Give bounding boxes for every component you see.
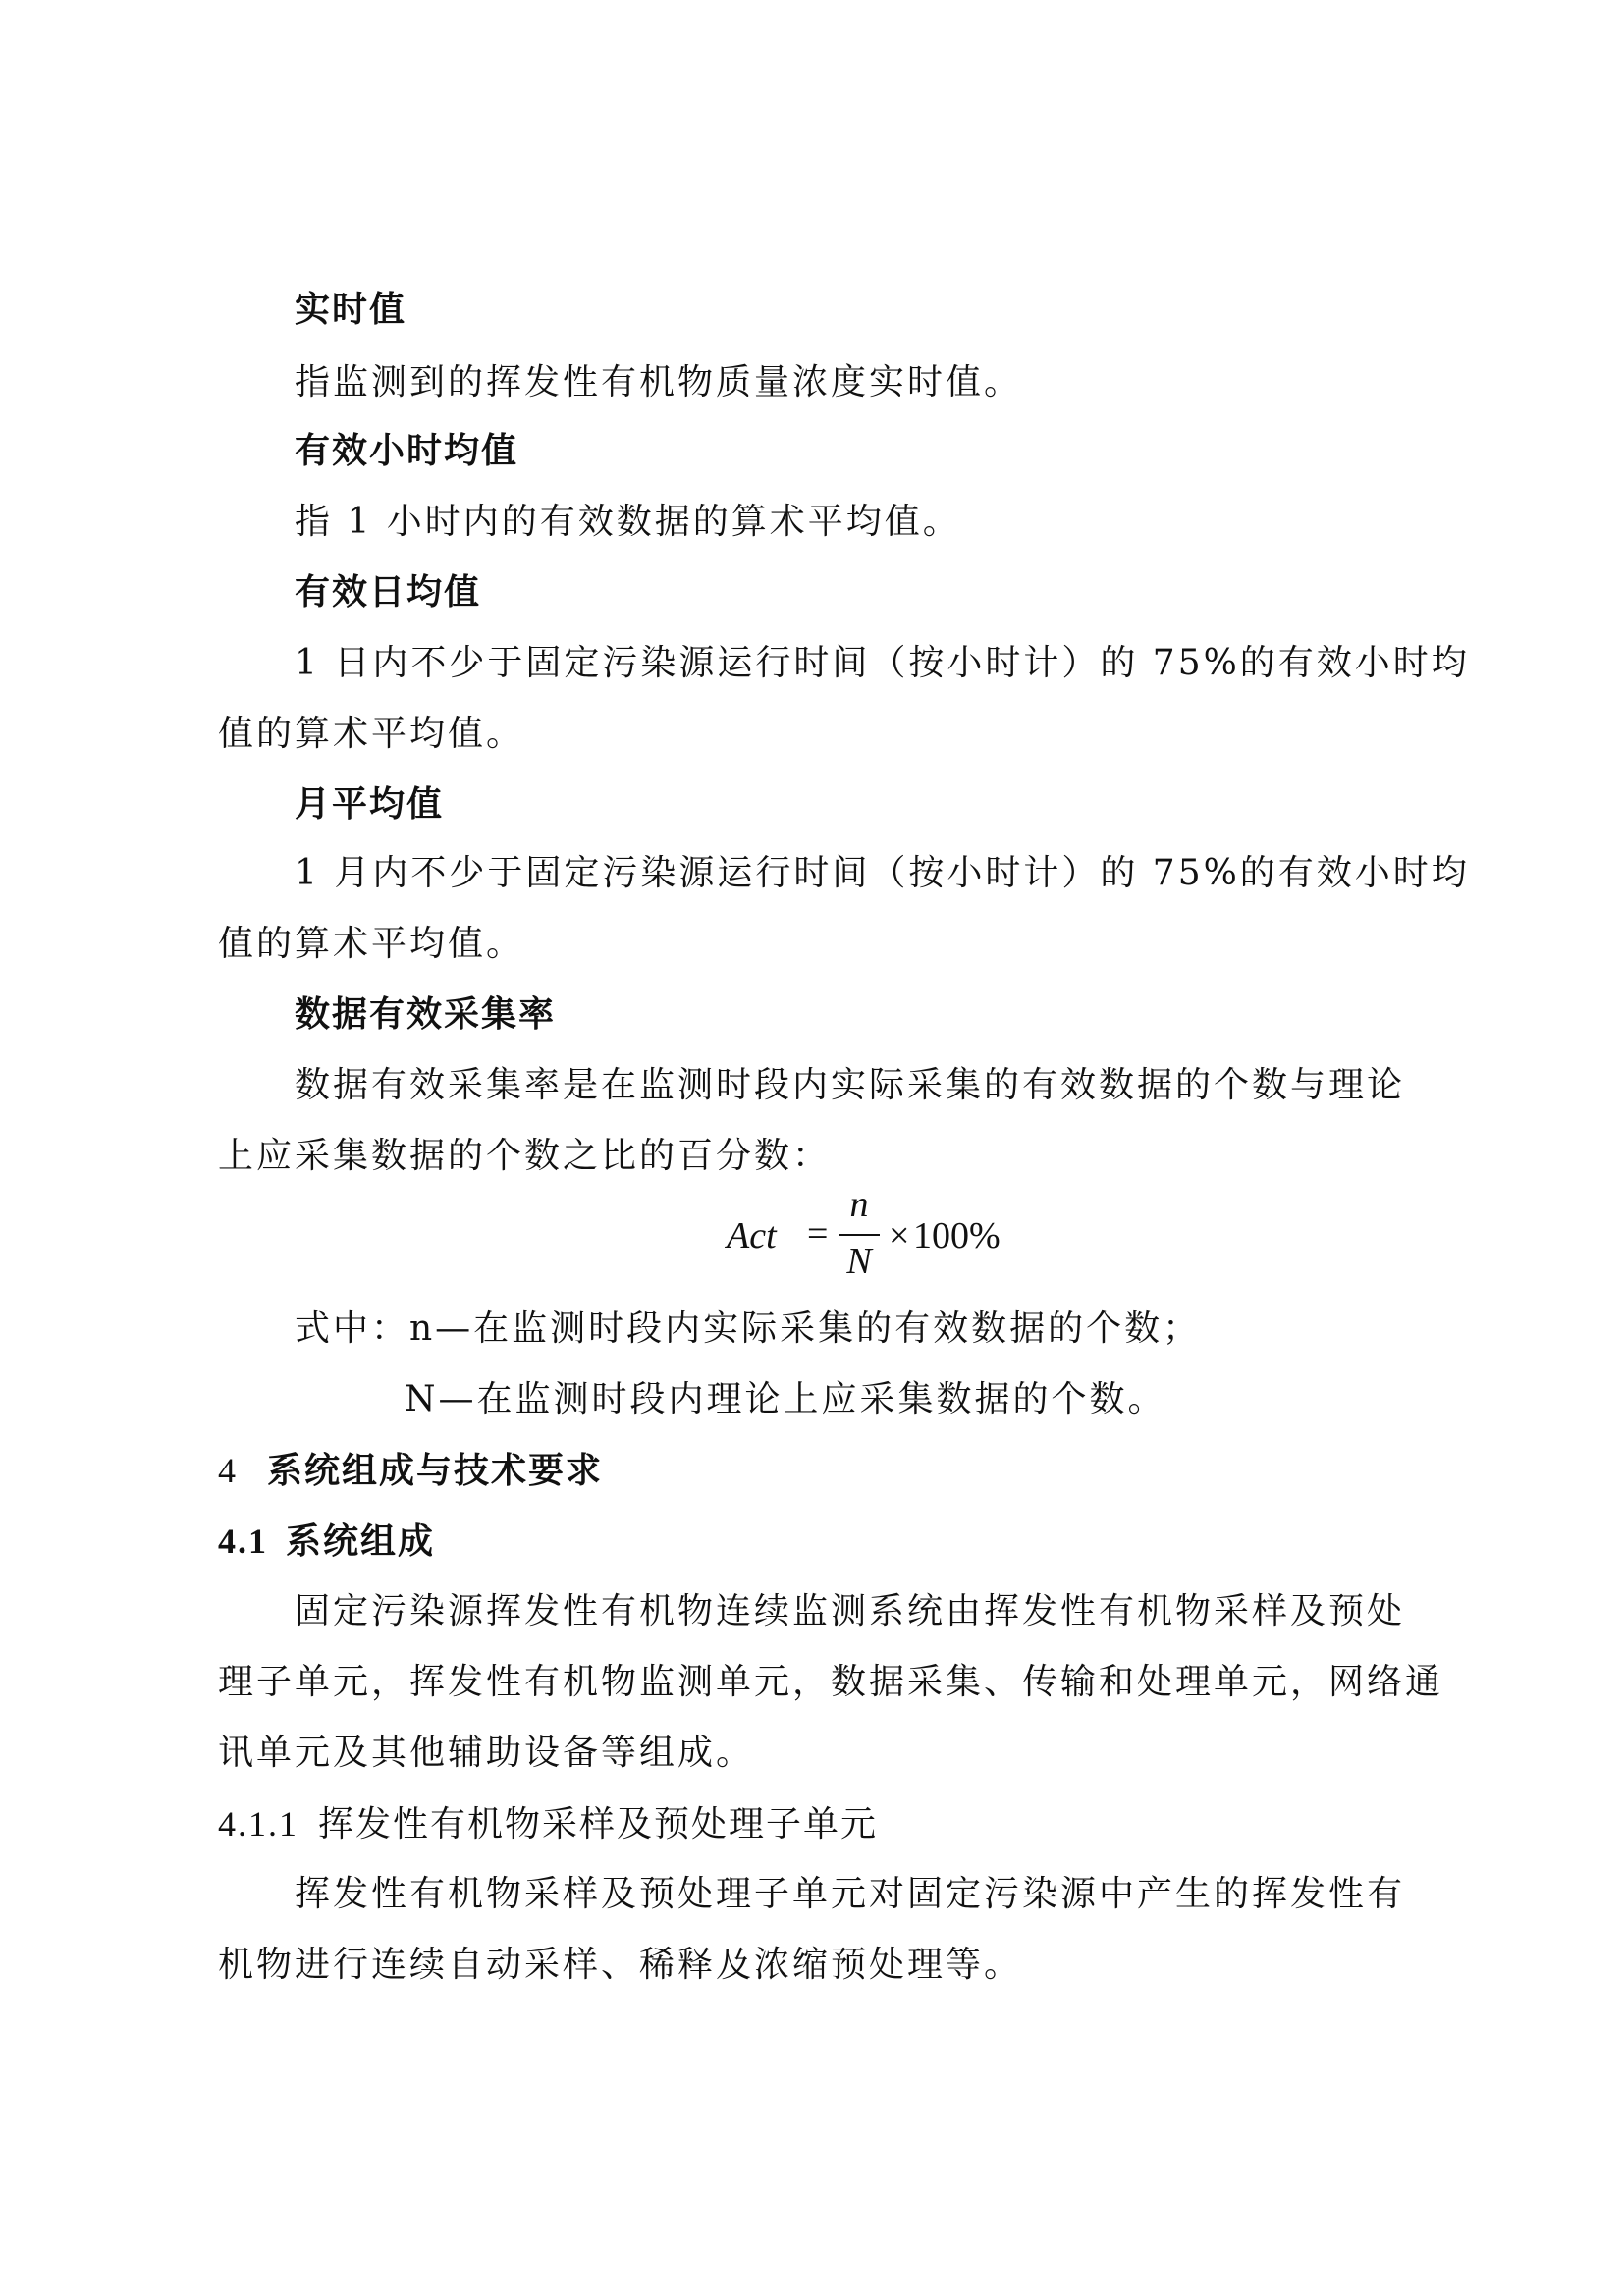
term-definition-realtime: 指监测到的挥发性有机物质量浓度实时值。 <box>295 362 1023 402</box>
term-definition-capture-rate-line2: 上应采集数据的个数之比的百分数： <box>218 1136 832 1176</box>
formula-where-line2: N—在监测时段内理论上应采集数据的个数。 <box>405 1379 1166 1419</box>
term-title-monthly-mean: 月平均值 <box>295 784 445 825</box>
formula-equals: = <box>807 1213 829 1255</box>
section-4-1-paragraph-line3: 讯单元及其他辅助设备等组成。 <box>218 1733 755 1773</box>
formula-fraction-bar <box>839 1234 880 1236</box>
term-definition-daily-mean-line2: 值的算术平均值。 <box>218 714 525 754</box>
term-title-hourly-mean: 有效小时均值 <box>295 431 519 471</box>
section-4-1-number: 4.1 <box>218 1522 268 1561</box>
term-definition-daily-mean-line1: 1 日内不少于固定污染源运行时间（按小时计）的 75%的有效小时均 <box>295 643 1470 683</box>
formula-fraction <box>835 1183 884 1291</box>
term-definition-capture-rate-line1: 数据有效采集率是在监测时段内实际采集的有效数据的个数与理论 <box>295 1065 1406 1105</box>
formula-lhs: Act <box>727 1215 777 1256</box>
term-definition-hourly-mean: 指 1 小时内的有效数据的算术平均值。 <box>295 502 961 542</box>
section-4-1-1-heading <box>218 1800 878 1848</box>
capture-rate-formula <box>727 1183 1021 1291</box>
term-definition-monthly-mean-line1: 1 月内不少于固定污染源运行时间（按小时计）的 75%的有效小时均 <box>295 853 1470 893</box>
section-4-1-title: 系统组成 <box>286 1522 436 1562</box>
section-4-number: 4 <box>218 1451 238 1490</box>
section-4-1-paragraph-line2: 理子单元，挥发性有机物监测单元，数据采集、传输和处理单元，网络通 <box>218 1662 1444 1702</box>
section-4-1-1-title: 挥发性有机物采样及预处理子单元 <box>318 1804 879 1844</box>
term-title-daily-mean: 有效日均值 <box>295 572 482 613</box>
section-4-title: 系统组成与技术要求 <box>267 1451 604 1491</box>
formula-numerator: n <box>849 1184 869 1225</box>
formula-denominator: N <box>846 1241 872 1282</box>
formula-where-line1: 式中：n—在监测时段内实际采集的有效数据的个数； <box>295 1308 1202 1349</box>
term-title-realtime: 实时值 <box>295 290 407 330</box>
term-definition-monthly-mean-line2: 值的算术平均值。 <box>218 924 525 964</box>
section-4-heading <box>218 1447 603 1495</box>
formula-times: × <box>889 1215 910 1256</box>
section-4-1-1-number: 4.1.1 <box>218 1804 298 1843</box>
term-title-capture-rate: 数据有效采集率 <box>295 994 557 1035</box>
formula-percent: 100% <box>913 1215 1001 1256</box>
section-4-1-1-paragraph-line2: 机物进行连续自动采样、稀释及浓缩预处理等。 <box>218 1945 1023 1985</box>
section-4-1-1-paragraph-line1: 挥发性有机物采样及预处理子单元对固定污染源中产生的挥发性有 <box>295 1874 1406 1914</box>
section-4-1-paragraph-line1: 固定污染源挥发性有机物连续监测系统由挥发性有机物采样及预处 <box>295 1591 1406 1631</box>
section-4-1-heading <box>218 1518 435 1566</box>
